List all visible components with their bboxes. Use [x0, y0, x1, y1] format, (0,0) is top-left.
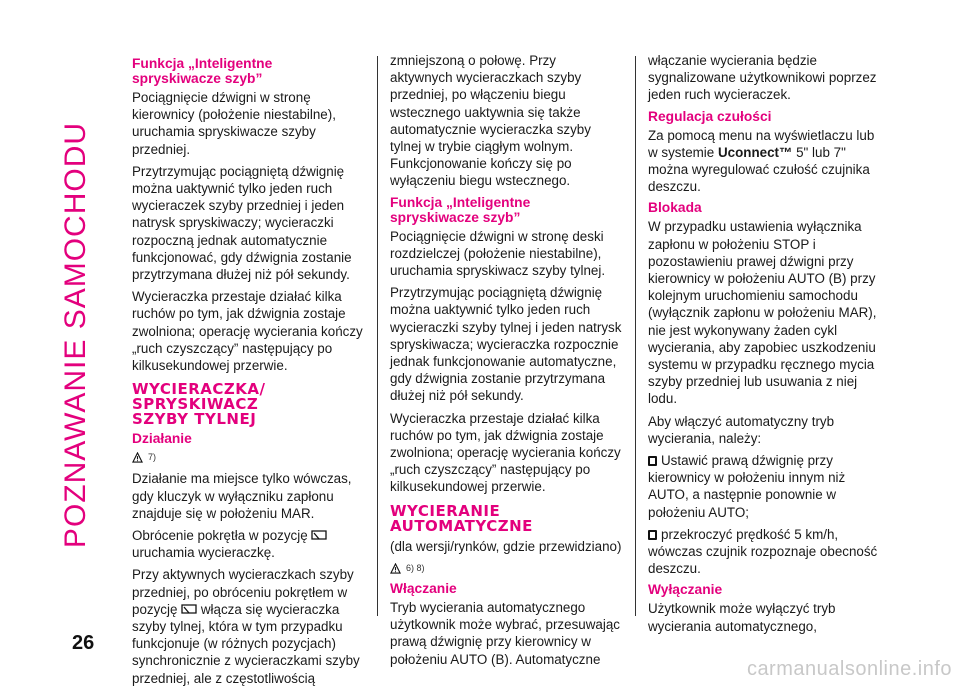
heading-deactivation: Wyłączanie [648, 582, 723, 598]
watermark: carmanualsonline.info [746, 658, 952, 680]
paragraph: Przytrzymując pociągniętą dźwignię można uaktywnić tylko jeden ruch wycieraczki szyby tylnej i jeden natrysk spryskiwacza; wycieraczka rozpocznie jednak funkcjonowanie automatyczne, gdy dźwignia zostanie przytrzymana dłużej niż pół sekundy. [390, 285, 622, 404]
heading-front-smart-washers: Funkcja „Inteligentne spryskiwacze szyb” [132, 56, 273, 86]
paragraph: Za pomocą menu na wyświetlaczu lub w systemie Uconnect™ 5" lub 7" można wyregulować czułość czujnika deszczu. [648, 127, 875, 195]
warning-triangle-icon [390, 563, 401, 574]
paragraph: Działanie ma miejsce tylko wówczas, gdy kluczyk w wyłączniku zapłonu znajduje się w położeniu MAR. [132, 471, 352, 521]
rear-wiper-icon [311, 529, 327, 541]
paragraph: włączanie wycierania będzie sygnalizowane użytkownikowi poprzez jeden ruch wycieraczek. [648, 53, 877, 103]
heading-sensitivity: Regulacja czułości [648, 108, 772, 124]
paragraph: Aby włączyć automatyczny tryb wycierania, należy: [648, 413, 835, 446]
rear-wiper-icon [181, 603, 197, 615]
column-2 [390, 52, 622, 673]
page-number: 26 [72, 632, 95, 654]
heading-activation: Włączanie [390, 581, 457, 597]
column-3 [648, 52, 880, 640]
uconnect-brand: Uconnect™ [717, 144, 793, 160]
heading-rear-wiper: WYCIERACZKA/ SPRYSKIWACZ SZYBY TYLNEJ [132, 380, 266, 429]
column-divider [377, 56, 378, 616]
heading-automatic-wiping: WYCIERANIE AUTOMATYCZNE [390, 501, 533, 535]
paragraph: Tryb wycierania automatycznego użytkownik może wybrać, przesuwając prawą dźwignię przy kierownicy w położeniu AUTO (B). Automatyczne [390, 600, 620, 667]
warning-triangle-icon [132, 452, 143, 463]
column-1 [132, 52, 364, 692]
bullet-icon [648, 530, 657, 540]
section-title: POZNAWANIE SAMOCHODU [59, 121, 92, 549]
sidebar [0, 0, 118, 683]
list-item: przekroczyć prędkość 5 km/h, wówczas czujnik rozpoznaje obecność deszczu. [648, 526, 878, 577]
paragraph: Użytkownik może wyłączyć tryb wycierania automatycznego, [648, 601, 836, 634]
paragraph: Wycieraczka przestaje działać kilka ruchów po tym, jak dźwignia zostaje zwolniona; operację wycierania kończy „ruch czyszczący” następujący po kilkusekundowej przerwie. [132, 289, 363, 374]
paragraph: Pociągnięcie dźwigni w stronę kierownicy (położenie niestabilne), uruchamia spryskiwacze szyby przedniej. [132, 90, 336, 157]
bullet-icon [648, 456, 657, 466]
paragraph: Obrócenie pokrętła w pozycję uruchamia wycieraczkę. [132, 527, 364, 561]
warning-reference: 6) 8) [390, 560, 622, 577]
heading-lock: Blokada [648, 200, 702, 216]
heading-operation: Działanie [132, 431, 192, 447]
paragraph: zmniejszoną o połowę. Przy aktywnych wycieraczkach szyby przedniej, po włączeniu biegu wstecznego uaktywnia się także automatycznie wycieraczka szyby tylnej w trybie ciągłym wolnym. Funkcjonowanie kończy się po wyłączeniu biegu wstecznego. [390, 53, 591, 189]
paragraph: Przytrzymując pociągniętą dźwignię można uaktywnić tylko jeden ruch wycieraczek szyby przedniej i jeden natrysk spryskiwaczy; wycieraczki rozpoczną jednak automatycznie funkcjonować, gdy dźwignia zostanie przytrzymana dłużej niż pół sekundy. [132, 163, 352, 283]
list-item: Ustawić prawą dźwignię przy kierownicy w położeniu innym niż AUTO, a następnie ponownie w położeniu AUTO; [648, 453, 846, 520]
paragraph: Wycieraczka przestaje działać kilka ruchów po tym, jak dźwignia zostaje zwolniona; operację wycierania kończy „ruch czyszczący” następujący po kilkusekundowej przerwie. [390, 410, 621, 495]
paragraph: Pociągnięcie dźwigni w stronę deski rozdzielczej (położenie niestabilne), uruchamia spryskiwacz szyby tylnej. [390, 228, 606, 279]
heading-rear-smart-washers: Funkcja „Inteligentne spryskiwacze szyb” [390, 194, 531, 225]
paragraph: (dla wersji/rynków, gdzie przewidziano) [390, 538, 622, 554]
column-divider [635, 56, 636, 616]
warning-reference: 7) [132, 449, 364, 466]
paragraph: W przypadku ustawienia wyłącznika zapłonu w położeniu STOP i pozostawieniu prawej dźwigni przy kierownicy w położeniu AUTO (B) przy kolejnym uruchomieniu samochodu (wyłącznik zapłonu w położeniu MAR), nie jest wykonywany żaden cykl wycierania, aby zapobiec uszkodzeniu systemu w przypadku ręcznego mycia szyby przedniej lub usuwania z niej lodu. [648, 219, 877, 407]
paragraph: Przy aktywnych wycieraczkach szyby przedniej, po obróceniu pokrętłem w pozycję włącza się wycieraczka szyby tylnej, która w tym przypadku funkcjonuje (w różnych pozycjach) synchronicznie z wycieraczkami szyby przedniej, ale z częstotliwością [132, 567, 360, 686]
